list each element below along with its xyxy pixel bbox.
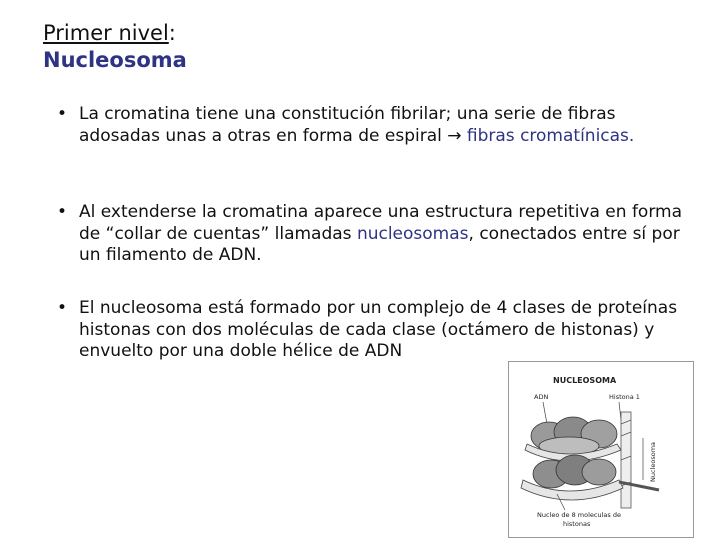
title-colon: :	[168, 21, 176, 45]
bullet-end: .	[628, 125, 635, 146]
bullet-body: El nucleosoma está formado por un complejo de 4 clases de proteínas histonas con dos moléculas de cada clase (octámero de histonas) y envuelto por una doble hélice de ADN	[79, 298, 678, 361]
bullet-item-2	[57, 202, 697, 267]
bullet-text	[79, 104, 697, 147]
histone-core-lower	[533, 455, 616, 488]
bullet-marker: •	[57, 298, 68, 318]
title-level: Primer nivel	[43, 21, 169, 45]
page-title	[43, 20, 187, 74]
nucleosome-figure	[508, 361, 694, 538]
figure-title: NUCLEOSOMA	[553, 376, 617, 385]
highlight-term: nucleosomas	[356, 223, 469, 244]
bullet-body: Al extenderse la cromatina aparece una estructura repetitiva en forma de “collar de cuentas” llamadas	[79, 202, 683, 244]
nucleosome-diagram	[509, 362, 693, 537]
bullet-body: La cromatina tiene una constitución fibrilar; una serie de fibras adosadas unas a otras en forma de espiral	[79, 104, 616, 146]
figure-label-histona: Histona 1	[609, 393, 640, 401]
title-subtitle: Nucleosoma	[43, 48, 187, 72]
figure-caption-line2: histonas	[563, 520, 591, 528]
figure-caption-line1: Nucleo de 8 moleculas de	[537, 511, 621, 519]
bullet-text	[79, 202, 697, 267]
arrow-icon: →	[447, 125, 462, 146]
bullet-item-1	[57, 104, 697, 147]
linker-dna	[621, 412, 631, 508]
highlight-term: fibras cromatínicas	[461, 125, 629, 146]
figure-label-side: Nucleosoma	[649, 441, 657, 482]
bullet-text	[79, 298, 697, 363]
bullet-marker: •	[57, 202, 68, 222]
bullet-item-3	[57, 298, 697, 363]
bullet-end: , conectados entre sí por un filamento de ADN.	[79, 223, 680, 265]
figure-label-adn: ADN	[534, 393, 549, 401]
bullet-marker: •	[57, 104, 68, 124]
